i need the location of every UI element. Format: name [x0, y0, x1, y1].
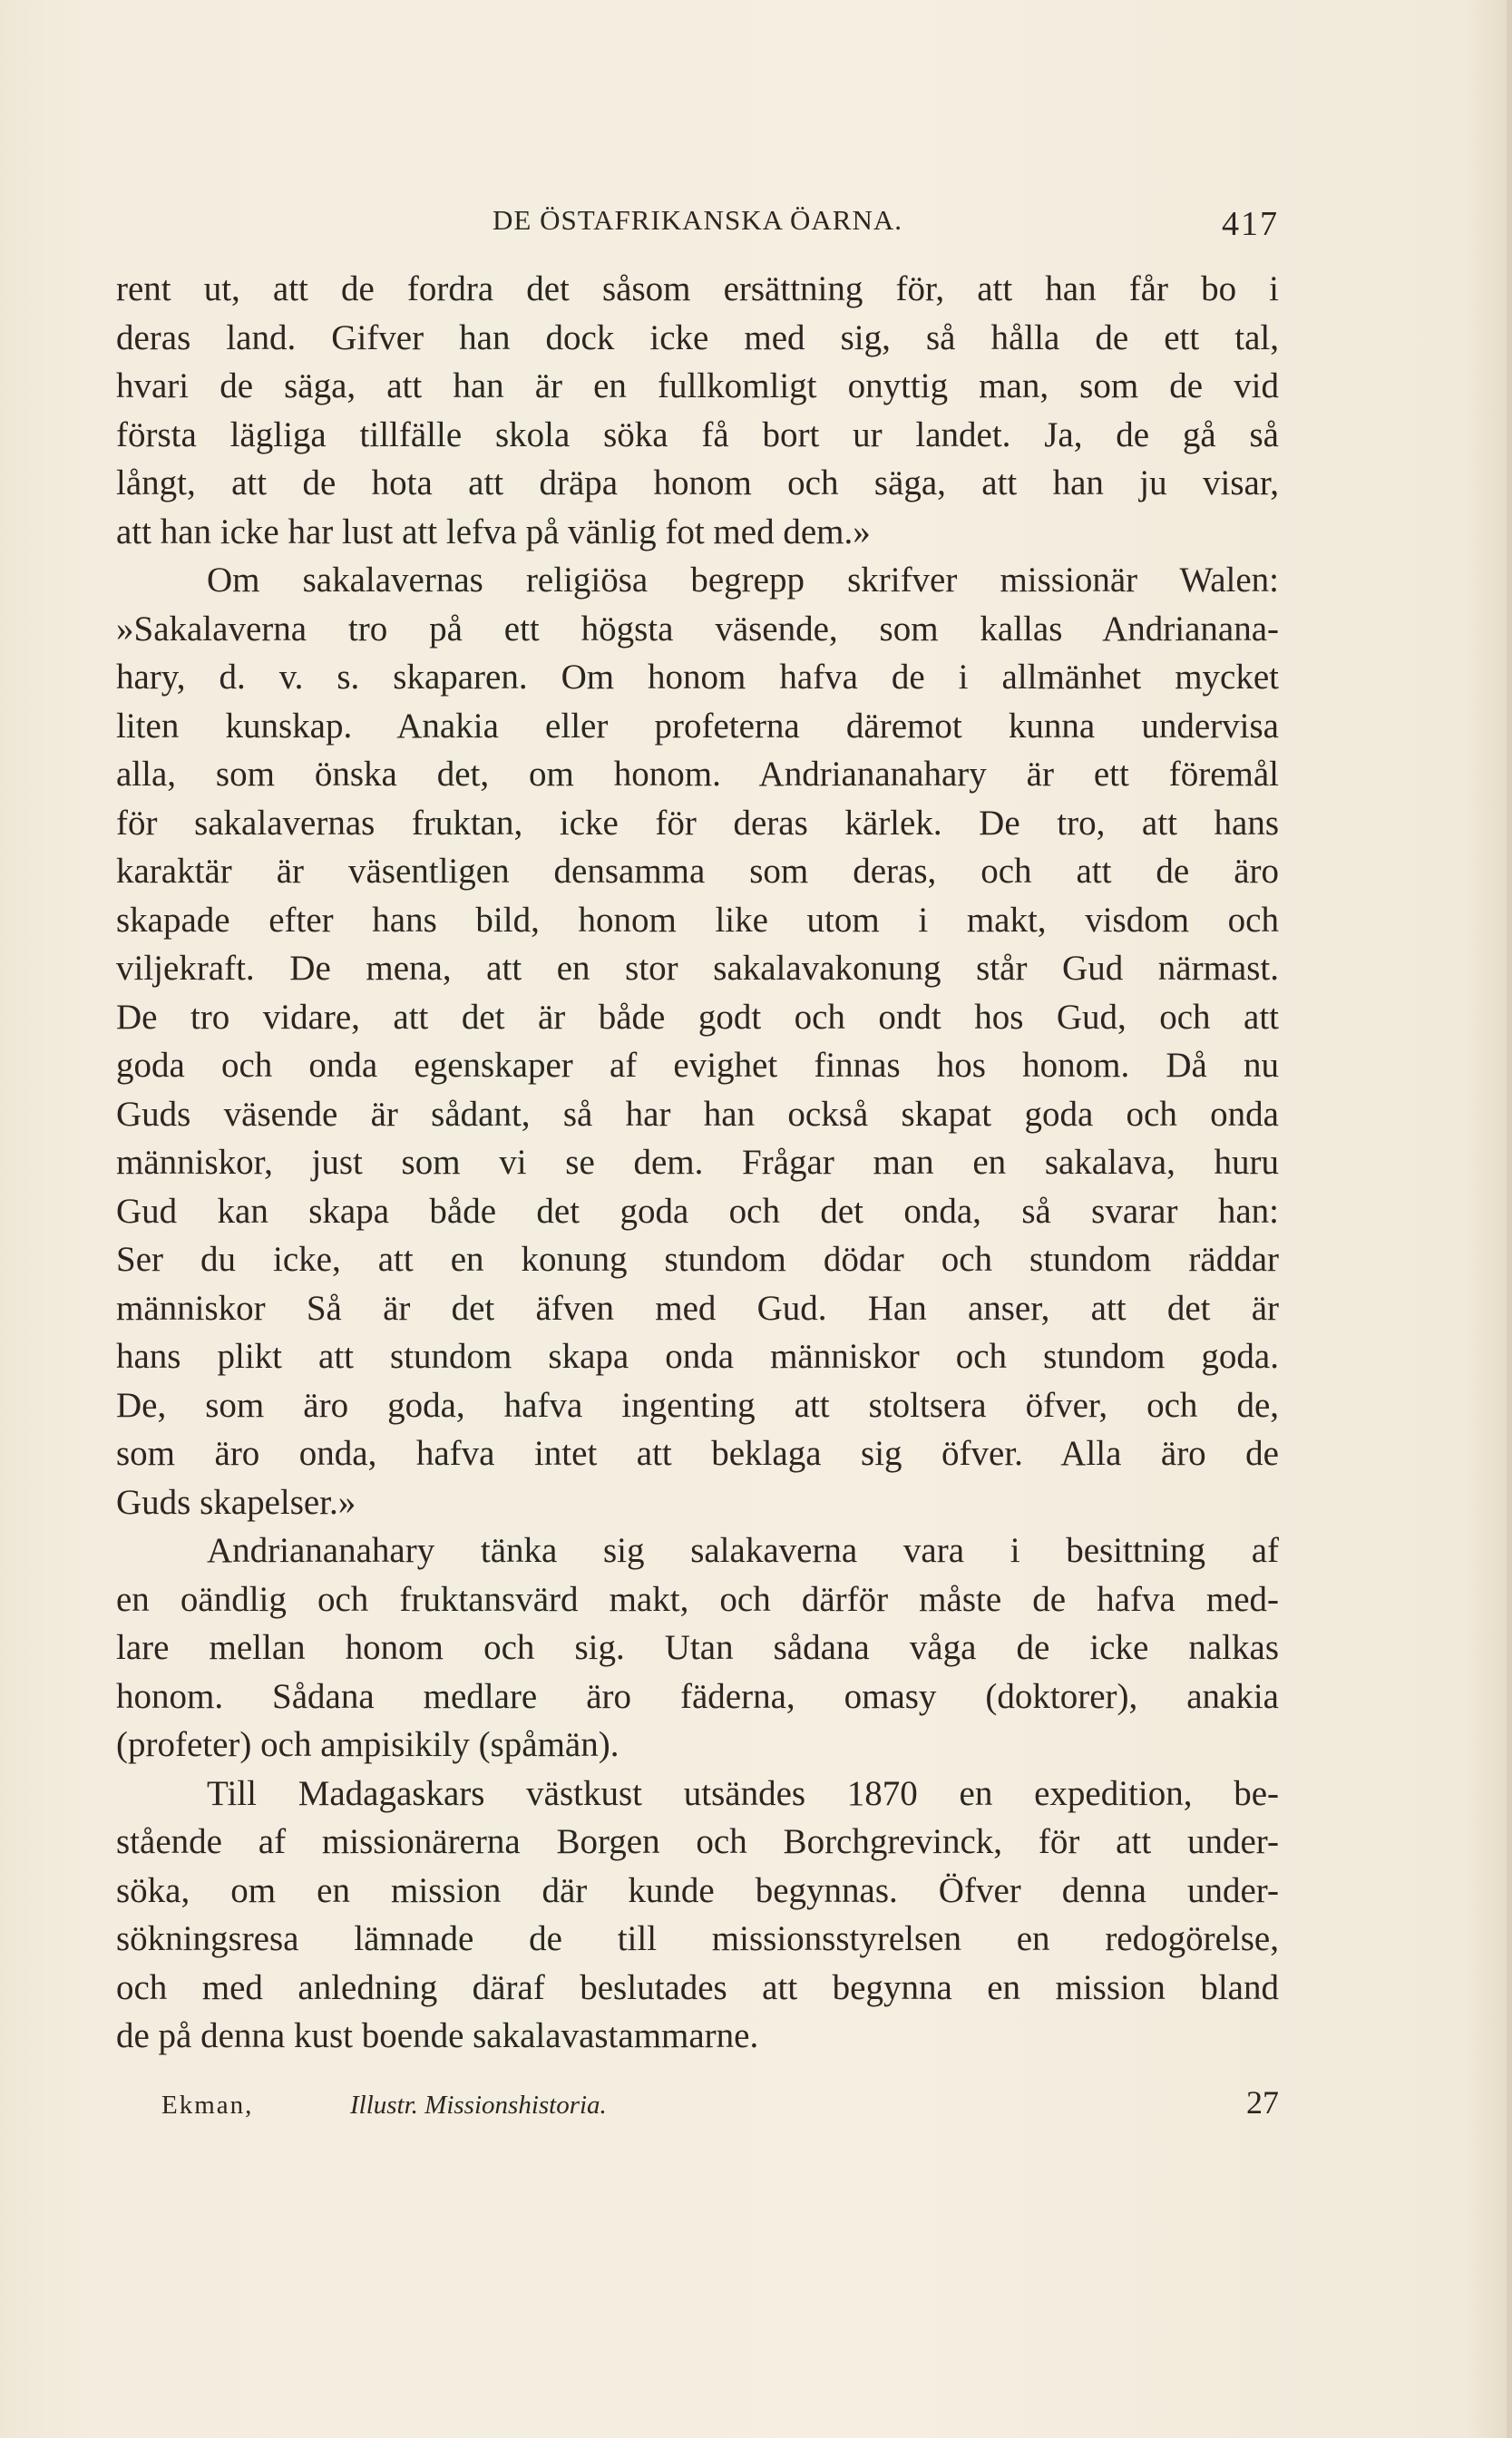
- text-line: Om sakalavernas religiösa begrepp skrifver missionär Walen:: [207, 561, 1279, 600]
- text-line: alla, som önska det, om honom. Andriananahary är ett föremål: [116, 755, 1279, 794]
- text-line: skapade efter hans bild, honom like utom i makt, visdom och: [116, 900, 1279, 940]
- text-line: hans plikt att stundom skapa onda människor och stundom goda.: [116, 1337, 1279, 1376]
- text-line: Ser du icke, att en konung stundom dödar och stundom räddar: [116, 1240, 1279, 1279]
- text-line: långt, att de hota att dräpa honom och säga, att han ju visar,: [116, 463, 1279, 502]
- text-line: stående af missionärerna Borgen och Borchgrevinck, för att under-: [116, 1822, 1279, 1861]
- text-line: deras land. Gifver han dock icke med sig, så hålla de ett tal,: [116, 317, 1279, 357]
- text-line: Andriananahary tänka sig salakaverna vara i besittning af: [207, 1531, 1279, 1570]
- footer-author: Ekman,: [161, 2091, 254, 2120]
- text-line: liten kunskap. Anakia eller profeterna däremot kunna undervisa: [116, 706, 1279, 746]
- body-text: [116, 265, 1279, 2061]
- text-line: De, som äro goda, hafva ingenting att stoltsera öfver, och de,: [116, 1385, 1279, 1425]
- text-line: (profeter) och ampisikily (spåmän).: [116, 1725, 619, 1764]
- text-line: de på denna kust boende sakalavastammarne.: [116, 2016, 759, 2055]
- text-line: karaktär är väsentligen densamma som deras, och att de äro: [116, 852, 1279, 891]
- text-line: rent ut, att de fordra det såsom ersättning för, att han får bo i: [116, 269, 1279, 308]
- text-line: söka, om en mission där kunde begynnas. Öfver denna under-: [116, 1870, 1279, 1910]
- text-line: hvari de säga, att han är en fullkomligt onyttig man, som de vid: [116, 366, 1279, 405]
- text-line: De tro vidare, att det är både godt och ondt hos Gud, och att: [116, 997, 1279, 1037]
- text-line: människor, just som vi se dem. Frågar man en sakalava, huru: [116, 1143, 1279, 1182]
- text-line: »Sakalaverna tro på ett högsta väsende, som kallas Andrianana-: [116, 609, 1279, 649]
- text-line: som äro onda, hafva intet att beklaga sig öfver. Alla äro de: [116, 1434, 1279, 1473]
- text-line: människor Så är det äfven med Gud. Han anser, att det är: [116, 1288, 1279, 1328]
- text-line: första lägliga tillfälle skola söka få bort ur landet. Ja, de gå så: [116, 414, 1279, 454]
- footer-title: Illustr. Missionshistoria.: [350, 2091, 607, 2120]
- running-title: DE ÖSTAFRIKANSKA ÖARNA.: [493, 204, 902, 236]
- text-line: hary, d. v. s. skaparen. Om honom hafva de i allmänhet mycket: [116, 658, 1279, 697]
- text-line: att han icke har lust att lefva på vänlig fot med dem.»: [116, 512, 871, 551]
- signature-mark: 27: [1246, 2084, 1279, 2121]
- page-footer: [116, 2082, 1279, 2127]
- text-line: honom. Sådana medlare äro fäderna, omasy (doktorer), anakia: [116, 1676, 1279, 1716]
- text-line: en oändlig och fruktansvärd makt, och därför måste de hafva med-: [116, 1579, 1279, 1619]
- text-line: goda och onda egenskaper af evighet finnas hos honom. Då nu: [116, 1046, 1279, 1085]
- text-line: sökningsresa lämnade de till missionsstyrelsen en redogörelse,: [116, 1919, 1279, 1958]
- running-head: [116, 204, 1279, 258]
- text-line: och med anledning däraf beslutades att begynna en mission bland: [116, 1967, 1279, 2007]
- text-line: Gud kan skapa både det goda och det onda, så svarar han:: [116, 1191, 1279, 1231]
- text-line: Guds skapelser.»: [116, 1482, 356, 1522]
- text-line: för sakalavernas fruktan, icke för deras kärlek. De tro, att hans: [116, 803, 1279, 843]
- page-edge: [1507, 0, 1512, 2438]
- text-line: Guds väsende är sådant, så har han också skapat goda och onda: [116, 1094, 1279, 1134]
- text-line: Till Madagaskars västkust utsändes 1870 en expedition, be-: [207, 1773, 1279, 1813]
- text-line: viljekraft. De mena, att en stor sakalavakonung står Gud närmast.: [116, 949, 1279, 988]
- page-number: 417: [1222, 205, 1279, 243]
- text-line: lare mellan honom och sig. Utan sådana våga de icke nalkas: [116, 1628, 1279, 1667]
